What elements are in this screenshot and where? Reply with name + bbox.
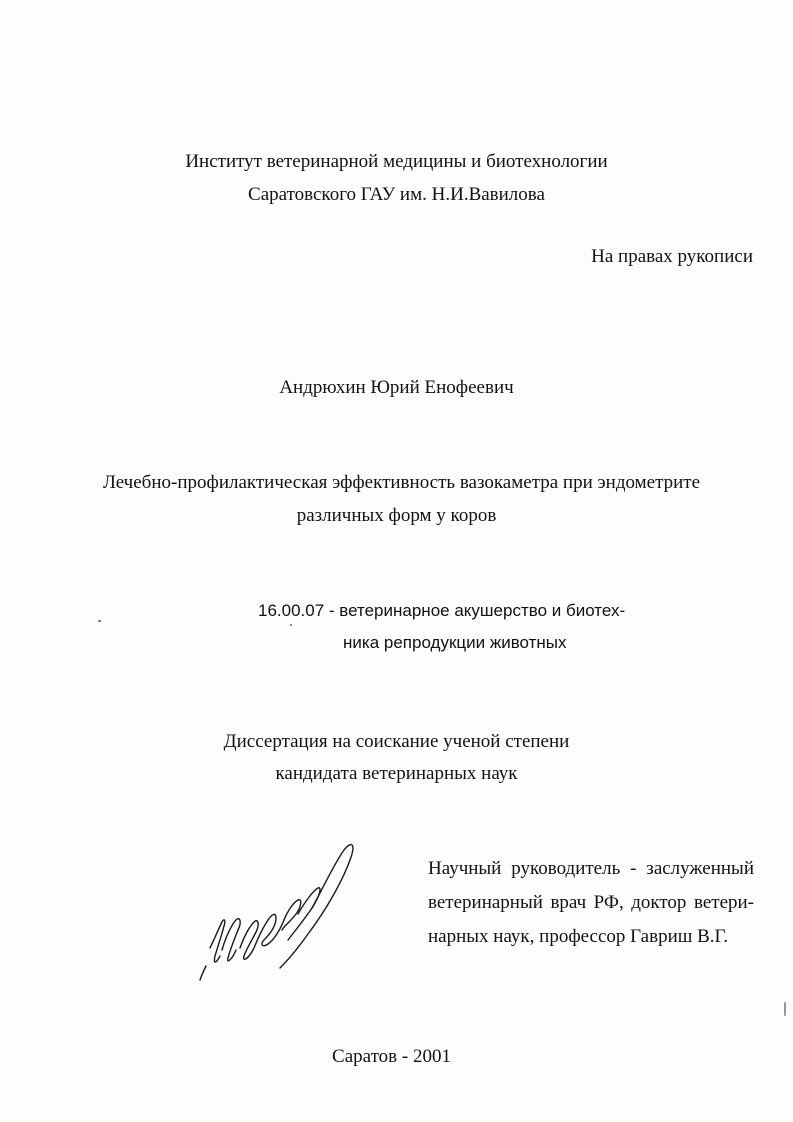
dissertation-title-line1: Лечебно-профилактическая эффективность вазокаметра при эндометрите — [102, 472, 701, 493]
supervisor-line2: ветеринарный врач РФ, доктор ветери- — [428, 892, 754, 913]
rights-note: На правах рукописи — [591, 246, 753, 267]
degree-line2: кандидата ветеринарных наук — [275, 763, 518, 784]
supervisor-line1: Научный руководитель - заслуженный — [428, 858, 754, 879]
specialty-line1: 16.00.07 - ветеринарное акушерство и биотех- — [258, 601, 626, 620]
scan-speck — [784, 1002, 786, 1016]
scientific-supervisor — [428, 852, 754, 954]
dissertation-title-line2: различных форм у коров — [296, 505, 497, 526]
institute-name-line2: Саратовского ГАУ им. Н.И.Вавилова — [248, 184, 545, 205]
institute-name-line1: Институт ветеринарной медицины и биотехнологии — [185, 151, 608, 172]
handwritten-signature — [188, 830, 368, 1000]
city-year: Саратов - 2001 — [332, 1046, 451, 1067]
degree-line1: Диссертация на соискание ученой степени — [223, 731, 570, 752]
supervisor-line3: нарных наук, профессор Гавриш В.Г. — [428, 926, 729, 947]
scan-speck — [98, 620, 101, 622]
scan-speck — [290, 624, 292, 626]
author-name: Андрюхин Юрий Енофеевич — [279, 377, 514, 398]
specialty-line2: ника репродукции животных — [343, 633, 567, 652]
